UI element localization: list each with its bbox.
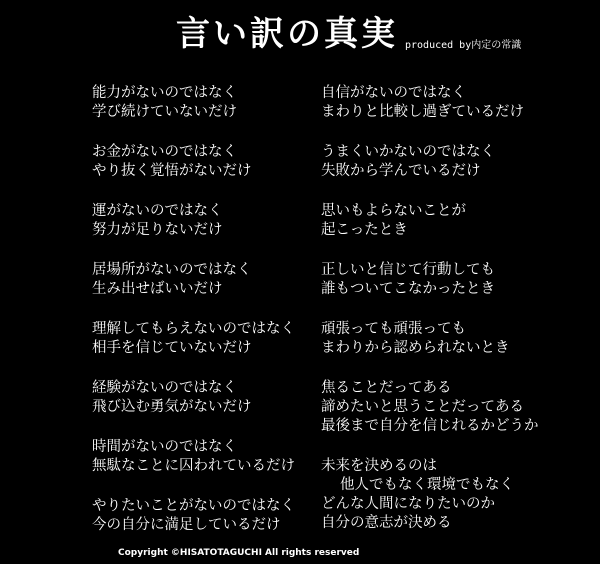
stanza-line: 努力が足りないだけ bbox=[92, 222, 223, 238]
stanza-line: 能力がないのではなく bbox=[92, 85, 237, 101]
stanza bbox=[321, 202, 591, 261]
stanza-line: 経験がないのではなく bbox=[92, 380, 237, 396]
stanza-line: お金がないのではなく bbox=[92, 144, 237, 160]
copyright-notice: Copyright ©HISATOTAGUCHI All rights reserved bbox=[118, 548, 360, 558]
stanza-line: 最後まで自分を信じれるかどうか bbox=[321, 418, 539, 434]
stanza-line: 他人でもなく環境でもなく bbox=[340, 477, 514, 493]
stanza-line: 居場所がないのではなく bbox=[92, 262, 252, 278]
stanza-line: 諦めたいと思うことだってある bbox=[321, 399, 524, 415]
stanza-line: 運がないのではなく bbox=[92, 203, 223, 219]
stanza-line: 今の自分に満足しているだけ bbox=[92, 517, 281, 533]
stanza-line: 起こったとき bbox=[321, 222, 408, 238]
producer-credit: produced by内定の常識 bbox=[405, 40, 522, 51]
right-column bbox=[321, 84, 591, 531]
stanza-line: 失敗から学んでいるだけ bbox=[321, 163, 481, 179]
stanza bbox=[92, 84, 312, 143]
stanza-line: まわりから認められないとき bbox=[321, 340, 510, 356]
stanza-line: まわりと比較し過ぎているだけ bbox=[321, 104, 524, 120]
stanza-line: やりたいことがないのではなく bbox=[92, 498, 295, 514]
stanza-line: 無駄なことに囚われているだけ bbox=[92, 458, 295, 474]
stanza bbox=[92, 143, 312, 202]
stanza-line: 誰もついてこなかったとき bbox=[321, 281, 495, 297]
stanza bbox=[92, 202, 312, 261]
stanza-line: 思いもよらないことが bbox=[321, 203, 466, 219]
stanza bbox=[321, 84, 591, 143]
stanza-line: 未来を決めるのは bbox=[321, 458, 437, 474]
stanza-line: 時間がないのではなく bbox=[92, 439, 237, 455]
stanza bbox=[321, 457, 591, 531]
stanza bbox=[321, 143, 591, 202]
stanza-line: 学び続けていないだけ bbox=[92, 104, 237, 120]
page-title: 言い訳の真実 bbox=[176, 14, 398, 54]
stanza-line: 生み出せばいいだけ bbox=[92, 281, 223, 297]
stanza bbox=[321, 379, 591, 457]
stanza-line: 自信がないのではなく bbox=[321, 85, 466, 101]
stanza-line: 相手を信じていないだけ bbox=[92, 340, 252, 356]
stanza bbox=[92, 320, 312, 379]
stanza-line: 頑張っても頑張っても bbox=[321, 321, 466, 337]
stanza bbox=[321, 261, 591, 320]
stanza bbox=[321, 320, 591, 379]
left-column bbox=[92, 84, 312, 556]
stanza bbox=[92, 261, 312, 320]
stanza bbox=[92, 438, 312, 497]
stanza-line: 理解してもらえないのではなく bbox=[92, 321, 295, 337]
stanza-line: 飛び込む勇気がないだけ bbox=[92, 399, 252, 415]
stanza bbox=[92, 379, 312, 438]
stanza-line: うまくいかないのではなく bbox=[321, 144, 495, 160]
stanza-line: 正しいと信じて行動しても bbox=[321, 262, 495, 278]
stanza-line: 焦ることだってある bbox=[321, 380, 452, 396]
stanza-line: 自分の意志が決める bbox=[321, 515, 452, 531]
stanza-line: どんな人間になりたいのか bbox=[321, 496, 495, 512]
stanza-line: やり抜く覚悟がないだけ bbox=[92, 163, 252, 179]
